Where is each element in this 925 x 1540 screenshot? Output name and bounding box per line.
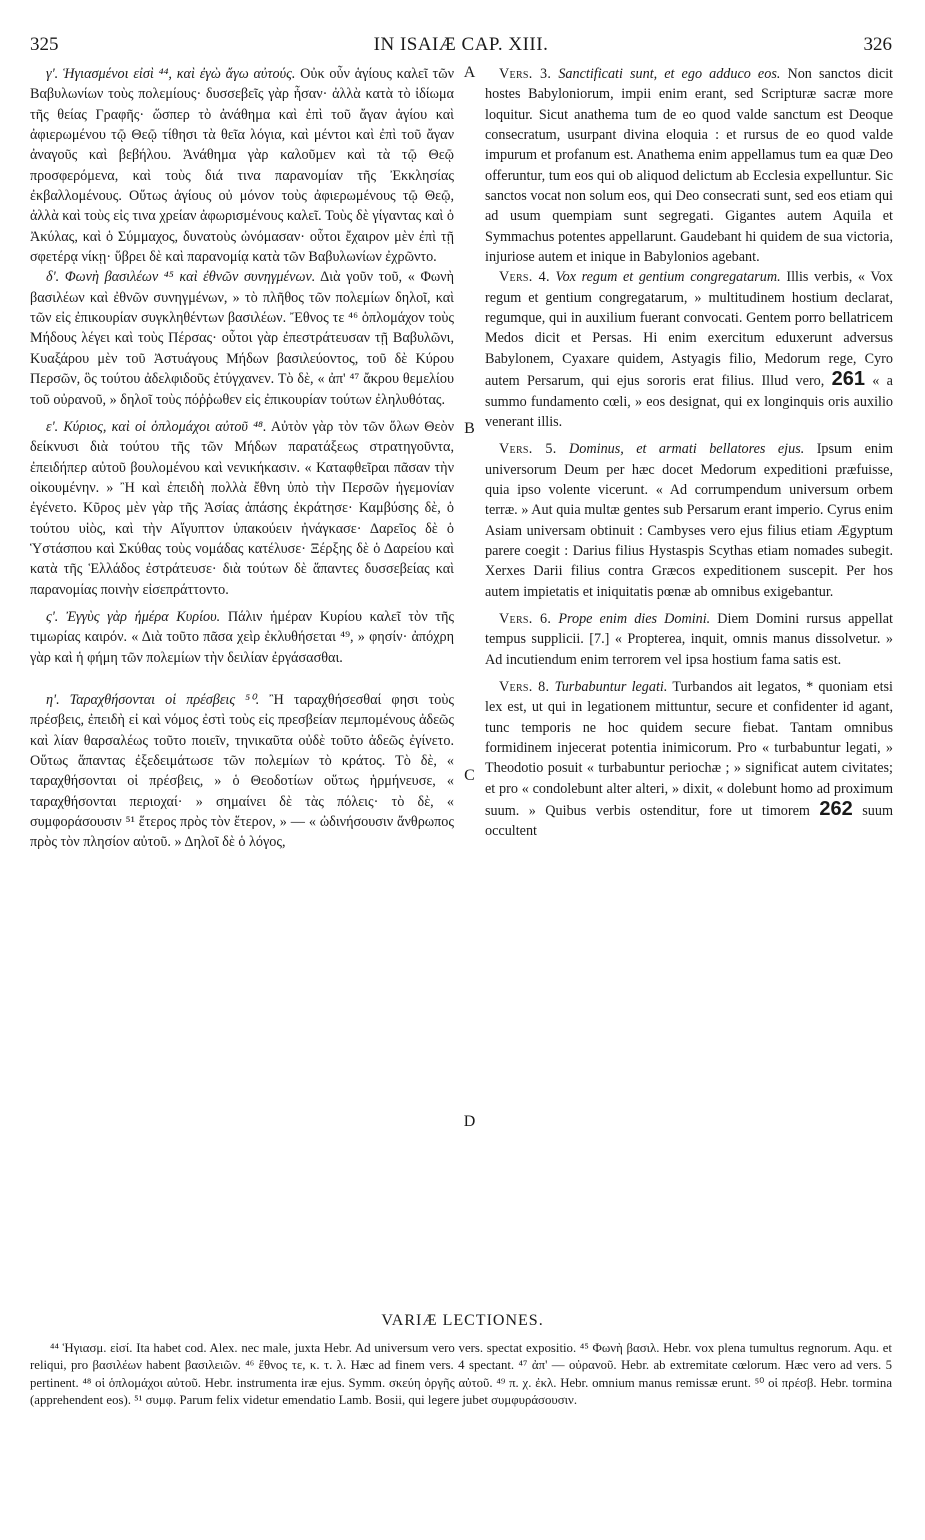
greek-text: Οὐκ οὖν ἁγίους καλεῖ τῶν Βαβυλωνίων τοὺς πολεμίους· δυσσεβεῖς γὰρ ἦσαν· ἀλλὰ κατὰ τὸ ἰδίωμα τῆς θείας Γραφῆς· ὥσπερ τὸ ἀνάθημα καὶ ἐπὶ τοῦ ἄγαν ἁγίου καὶ ἀφιερωμένου τῷ Θεῷ τίθησι τὰ θεῖα λόγια, καὶ μέντοι καὶ ἐπὶ τοῦ ἄγαν ἀναγοῦς καὶ βεβήλου. Ἀνάθημα γὰρ καλοῦμεν καὶ τὰ τῷ Θεῷ προσφερόμενα, καὶ τοὺς διά τινα παρανομίαν τῆς Ἐκκλησίας ἐκβαλλομένους. Οὕτως ἁγίους οὐ μόνον τοὺς ἀφιερωμένους τῷ Θεῷ, ἀλλὰ καὶ τοὺς εἰς τινα χρείαν ἀφωρισμένους καλεῖ. Τοὺς δὲ γίγαντας καὶ ὁ Ἀκύλας, καὶ ὁ Σύμμαχος, δυνατοὺς ὠνόμασαν· οὗτοι ἔχαιρον μὲν ἐπὶ τῇ σφετέρᾳ νίκῃ· ὕβρει δὲ καὶ παρανομίᾳ κατὰ τῶν Βαβυλωνίων ἐχρῶντο. — [30, 66, 454, 266]
greek-text: Ἢ ταραχθήσεσθαί φησι τοὺς πρέσβεις, ἐπειδὴ εἰ καὶ νόμος ἐστὶ τοὺς εἰς πρεσβείαν πεμπομένους ἀδεῶς καὶ λίαν θαρσαλέως τοῦτο ποιεῖν, τηνικαῦτα οὐδὲ τοῦτο ἀδεῶς ἐγίνετο. Οὕτως ἅπαντας ἐξεδειμάτωσε τῶν πολεμίων τὸ κράτος. Τὸ δὲ, « ταραχθήσονται οἱ πρέσβεις, » ὁ Θεοδοτίων οὕτως ἡρμήνευσε, « ταραχθήσονται περιοχαί· » σημαίνει δὲ τὰς πόλεις· τὸ δὲ, « συμφοράσουσιν ⁵¹ ἕτερος πρὸς τὸν ἕτερον, » — « ὠδινήσουσιν ἄνθρωπος πρὸς τὸν πλησίον αὐτοῦ. » Δηλοῖ δὲ ὁ λόγος, — [30, 691, 454, 851]
latin-lemma: Vox regum et gentium congregatarum. — [549, 269, 781, 286]
verse-label: Vers. 5. — [499, 441, 557, 458]
greek-lemma: δ'. Φωνὴ βασιλέων ⁴⁵ καὶ ἐθνῶν συνηγμένων. — [46, 269, 316, 286]
latin-lemma: Turbabuntur legati. — [549, 678, 668, 695]
greek-lemma: η'. Ταραχθήσονται οἱ πρέσβεις ⁵⁰. — [46, 691, 260, 708]
latin-lemma: Prope enim dies Domini. — [551, 610, 711, 627]
greek-text: Διὰ γοῦν τοῦ, « Φωνὴ βασιλέων καὶ ἐθνῶν συνηγμένων, » τὸ πλῆθος τῶν πολεμίων δηλοῖ, καὶ τῶν εἰς ἐπικουρίαν συγκληθέντων βασιλέων. Ἔθνος τε ⁴⁶ ὁπλομάχον τοὺς Μήδους λέγει καὶ τοὺς Πέρσας· οὗτοι γὰρ ἐπεστράτευσαν τῇ Βαβυλῶνι, Κυαξάρου μὲν τοῦ Ἀστυάγους Μήδων βασιλεύοντος, τοῦ δὲ Κύρου Περσῶν, ὃς τούτου ἀδελφιδοῦς ἐτύγχανεν. Τὸ δὲ, « ἀπ' ⁴⁷ ἄκρου θεμελίου τοῦ οὐρανοῦ, » δηλοῖ τοὺς πόῤῥωθεν εἰς ἐπικουρίαν τούτων ἐληλυθότας. — [30, 269, 454, 408]
variae-lectiones-title: VARIÆ LECTIONES. — [381, 1312, 544, 1329]
greek-lemma: ε'. Κύριος, καὶ οἱ ὁπλομάχοι αὐτοῦ ⁴⁸. — [46, 418, 267, 435]
marker-d: D — [463, 1113, 476, 1130]
page-number-left: 325 — [30, 34, 59, 55]
greek-section — [30, 417, 454, 600]
marker-b: B — [464, 420, 475, 437]
greek-section — [30, 690, 454, 853]
latin-text: Turbandos ait legatos, * quoniam etsi lex est, ut qui in legationem mittuntur, secure et confidenter id agant, tunc temporis ne hoc quidem secure fiebat. Tantam omnibus formidinem injecerat potentia inimicorum. Pro « turbabuntur legati, » Theodotio posuit « turbabuntur periochæ ; » significat autem civitates; et pro « condolebunt alter alteri, » dixit, « dolebunt homo ad proximum suum. » Quibus verbis ostenditur, fore ut timorem — [485, 678, 893, 820]
marker-a: A — [463, 64, 476, 81]
latin-text: Illis verbis, « Vox regum et gentium congregatarum, » multitudinem hostium declarat, regumque, qui in auxilium fuerant convocati. Gentem porro bellatricem Medos dicit et Persas. Hi enim exercitum eduxerunt adversus Babylonem, Cyaxare quidem, Astyagis filio, Medorum rege, Cyro autem Persarum, qui ejus sororis erat filius. Illud vero, — [485, 269, 894, 390]
latin-section — [485, 609, 893, 670]
latin-text: Non sanctos dicit hostes Babyloniorum, impii enim erant, sed Scripturæ sacræ more loquitur. Sicut anathema tum de eo quod valde sanctum est Deoque consecratum, usurpant divina eloquia : et rursus de eo quod valde impurum et profanum est. Anathema enim appellamus tum ea quæ Deo offeruntur, tum eos qui ob aliquod delictum ab Ecclesia expelluntur. Sic sanctos vocat non solum eos, qui Deo consecrati sunt, sed eos etiam qui ad usum quempiam sunt segregati. Gigantes autem Aquila et Symmachus potentes appellarunt. Gaudebant hi quidem de sua victoria, injuriose autem et inique in Babylonios agebant. — [485, 66, 893, 266]
greek-column — [30, 64, 454, 853]
greek-section — [30, 64, 454, 267]
greek-text: Αὐτὸν γὰρ τὸν τῶν ὅλων Θεὸν δείκνυσι διὰ τούτου τῆς τῶν Μήδων παρατάξεως στρατηγοῦντα, ἐπειδήπερ αὐτοῦ βουλομένου καὶ νενικήκασιν. « Καταφθεῖραι πᾶσαν τὴν οἰκουμένην. » Ἢ καὶ ἐπειδὴ πολλὰ ἔθνη ὑπὸ τὴν Περσῶν ἡγεμονίαν ἐγένετο. Κῦρος μὲν γὰρ τῆς Ἀσίας ἁπάσης ἐκράτησε· Καμβύσης δὲ, ὁ τούτου υἱὸς, καὶ τὴν Αἴγυπτον ὑπακούειν ἠνάγκασε· Δαρεῖος δὲ ὁ Ὑστάσπου καὶ Σκύθας τοὺς νομάδας κατέλυσε· Ξέρξης δὲ ὁ Δαρείου καὶ κατὰ τῆς Ἑλλάδος ἐστράτευσε· διὰ τούτων δὲ ἅπαντες δυσσεβείας καὶ παρανομίας ποινὴν εἰσεπράττοντο. — [30, 418, 454, 598]
latin-lemma: Sanctificati sunt, et ego adduco eos. — [551, 66, 781, 82]
running-title: IN ISAIÆ CAP. XIII. — [373, 34, 549, 55]
latin-section — [485, 439, 893, 602]
variae-lectiones — [30, 1340, 892, 1410]
variant-notes: ⁴⁴ Ἡγιασμ. εἰσί. Ita habet cod. Alex. nec male, juxta Hebr. Ad universum vero vers. spectat expositio. ⁴⁵ Φωνὴ βασιλ. Hebr. vox plena tumultus regnorum. Aqu. et reliqui, pro βασιλέων habent βασιλειῶν. ⁴⁶ ἔθνος τε, κ. τ. λ. Hæc ad finem vers. 4 spectant. ⁴⁷ ἀπ' — οὐρανοῦ. Hebr. ab extremitate cœlorum. Hæc vero ad vers. 5 pertinent. ⁴⁸ οἱ ὁπλομάχοι αὐτοῦ. Hebr. instrumenta iræ ejus. Symm. σκεύη ὀργῆς αὐτοῦ. ⁴⁹ π. χ. ἐκλ. Hebr. omnium manus remissæ erunt. ⁵⁰ οἱ πρέσβ. Hebr. tormina (apprehendent eos). ⁵¹ συμφ. Parum felix videtur emendatio Lamb. Bosii, qui legere jubet συμφυράσουσιν. — [30, 1341, 892, 1408]
latin-section — [485, 267, 893, 432]
verse-label: Vers. 8. — [499, 678, 550, 695]
latin-section — [485, 677, 893, 842]
page-number-right: 326 — [863, 34, 892, 55]
latin-text: Ipsum enim universorum Deum per hæc docet Medorum expeditioni præfuisse, quia ipso volente vicerunt. « Ad corrumpendum universum orbem terræ. » Aut quia multæ gentes sub Persarum erant imperio. Cyrus enim Asiam universam obtinuit : Cambyses vero ejus filius etiam Ægyptum parere coegit : Darius filius Hystaspis Scythas etiam nomades subegit. Xerxes Darii filius contra Græcos expeditionem suscepit. Per hos autem impietatis et iniquitatis pœnæ ab omnibus exigebantur. — [485, 441, 893, 600]
verse-label: Vers. 6. — [499, 610, 552, 627]
latin-text-tail: « a summo fundamento cœli, » eos designat, qui ex longinquis oris auxilio venerant illis. — [485, 373, 893, 430]
greek-section — [30, 607, 454, 668]
latin-lemma: Dominus, et armati bellatores ejus. — [556, 441, 805, 458]
column-number: 262 — [819, 798, 853, 821]
latin-section — [485, 64, 893, 267]
greek-section — [30, 267, 454, 409]
verse-label: Vers. 3. — [499, 66, 552, 82]
greek-text: Πάλιν ἡμέραν Κυρίου καλεῖ τὸν τῆς τιμωρίας καιρόν. « Διὰ τοῦτο πᾶσα χεὶρ ἐκλυθήσεται ⁴⁹, » φησίν· ἀπόχρη γὰρ καὶ ἡ φήμη τῶν πολεμίων τὴν δειλίαν ἐργάσασθαι. — [30, 608, 455, 666]
column-number: 261 — [831, 368, 865, 391]
greek-lemma: γ'. Ἡγιασμένοι εἰσὶ ⁴⁴, καὶ ἐγὼ ἄγω αὐτούς. — [46, 66, 296, 82]
verse-label: Vers. 4. — [499, 269, 550, 286]
latin-column — [485, 64, 893, 842]
latin-text: Diem Domini rursus appellat tempus supplicii. [7.] « Propterea, inquit, omnis manus dissolvetur. » Ad incutiendum enim terrorem vel ipsa hostium fama satis est. — [485, 610, 893, 668]
column-markers — [454, 0, 485, 1540]
marker-c: C — [464, 767, 475, 784]
greek-lemma: ς'. Ἐγγὺς γὰρ ἡμέρα Κυρίου. — [46, 608, 221, 625]
latin-text-tail: suum occultent — [485, 803, 894, 840]
